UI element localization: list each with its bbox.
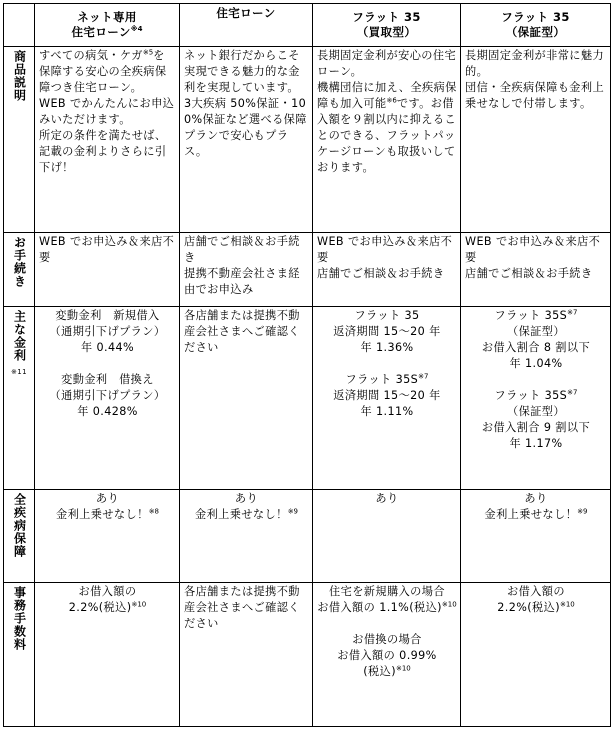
- loan-comparison-table: [3, 3, 611, 727]
- header-row: [4, 4, 611, 47]
- row-rate: [4, 307, 611, 490]
- col-header-net-note: ※4: [130, 25, 143, 34]
- col-header-flat-hosho: [461, 4, 611, 47]
- row-label-description: 商品説明: [4, 47, 35, 233]
- cell-illness-flat-kaitori: あり: [313, 490, 461, 583]
- cell-rate-flat-hosho: フラット $35S^{※7}$ （保証型） お借入割合 8 割以下 年 1.04% フラット $35S^{※7}$ （保証型） お借入割合 9 割以下 年 1.17%: [461, 307, 611, 490]
- cell-illness-home: あり 金利上乗せなし！$^{※9}$: [180, 490, 313, 583]
- col-header-flat-kaitori-line1: フラット 35: [352, 10, 421, 24]
- cell-procedure-flat-hosho: WEB でお申込み＆来店不要 店舗でご相談＆お手続き: [461, 233, 611, 307]
- col-header-home: [180, 4, 313, 47]
- cell-procedure-flat-kaitori: WEB でお申込み＆来店不要 店舗でご相談＆お手続き: [313, 233, 461, 307]
- col-header-net: [35, 4, 180, 47]
- cell-description-net: すべての病気・ケガ$^{※5}$を保障する安心の全疾病保障つき住宅ローン。 WEB でかんたんにお申込みいただけます。 所定の条件を満たせば、記載の金利よりさらに引下げ！: [35, 47, 180, 233]
- row-label-rate-note: ※11: [11, 368, 27, 376]
- row-description: [4, 47, 611, 233]
- cell-procedure-net: WEB でお申込み＆来店不要: [35, 233, 180, 307]
- cell-fee-flat-hosho: お借入額の 2.2%(税込)$^{※10}$: [461, 583, 611, 727]
- row-label-procedure: お手続き: [4, 233, 35, 307]
- cell-rate-net: 変動金利 新規借入 （通期引下げプラン） 年 0.44% 変動金利 借換え （通期引下げプラン） 年 0.428%: [35, 307, 180, 490]
- col-header-flat-kaitori-line2: （買取型）: [356, 25, 417, 39]
- col-header-net-line1: ネット専用: [77, 10, 137, 24]
- cell-description-flat-kaitori: 長期固定金利が安心の住宅ローン。 機構団信に加え、全疾病保障も加入可能$^{※6}$です。お借入額を９割以内に抑えることのできる、フラットパッケージローンも取扱いしております。: [313, 47, 461, 233]
- cell-fee-flat-kaitori: 住宅を新規購入の場合 お借入額の 1.1%(税込)$^{※10}$ お借換の場合 お借入額の 0.99% (税込)$^{※10}$: [313, 583, 461, 727]
- cell-fee-home: 各店舗または提携不動産会社さまへご確認ください: [180, 583, 313, 727]
- row-label-rate: 主な金利 ※11: [4, 307, 35, 490]
- cell-illness-flat-hosho: あり 金利上乗せなし！$^{※9}$: [461, 490, 611, 583]
- cell-rate-flat-kaitori: フラット 35 返済期間 15〜20 年 年 1.36% フラット $35S^{※7}$ 返済期間 15〜20 年 年 1.11%: [313, 307, 461, 490]
- col-header-flat-hosho-line1: フラット 35: [501, 10, 570, 24]
- cell-procedure-home: 店舗でご相談＆お手続き 提携不動産会社さま経由でお申込み: [180, 233, 313, 307]
- cell-rate-home: 各店舗または提携不動産会社さまへご確認ください: [180, 307, 313, 490]
- cell-description-flat-hosho: 長期固定金利が非常に魅力的。 団信・全疾病保障も金利上乗せなしで付帯します。: [461, 47, 611, 233]
- col-header-flat-hosho-line2: （保証型）: [505, 25, 566, 39]
- row-procedure: [4, 233, 611, 307]
- cell-illness-net: あり 金利上乗せなし！$^{※8}$: [35, 490, 180, 583]
- col-header-home-line1: 住宅ローン: [216, 6, 276, 20]
- row-illness: [4, 490, 611, 583]
- cell-description-home: ネット銀行だからこそ実現できる魅力的な金利を実現しています。 3大疾病 50%保証・100%保証など選べる保障プランで安心もプラス。: [180, 47, 313, 233]
- row-fee: [4, 583, 611, 727]
- col-header-net-line2: 住宅ローン: [71, 25, 131, 39]
- cell-fee-net: お借入額の 2.2%(税込)$^{※10}$: [35, 583, 180, 727]
- corner-cell: [4, 4, 35, 47]
- row-label-illness: 全疾病保障: [4, 490, 35, 583]
- col-header-flat-kaitori: [313, 4, 461, 47]
- row-label-fee: 事務手数料: [4, 583, 35, 727]
